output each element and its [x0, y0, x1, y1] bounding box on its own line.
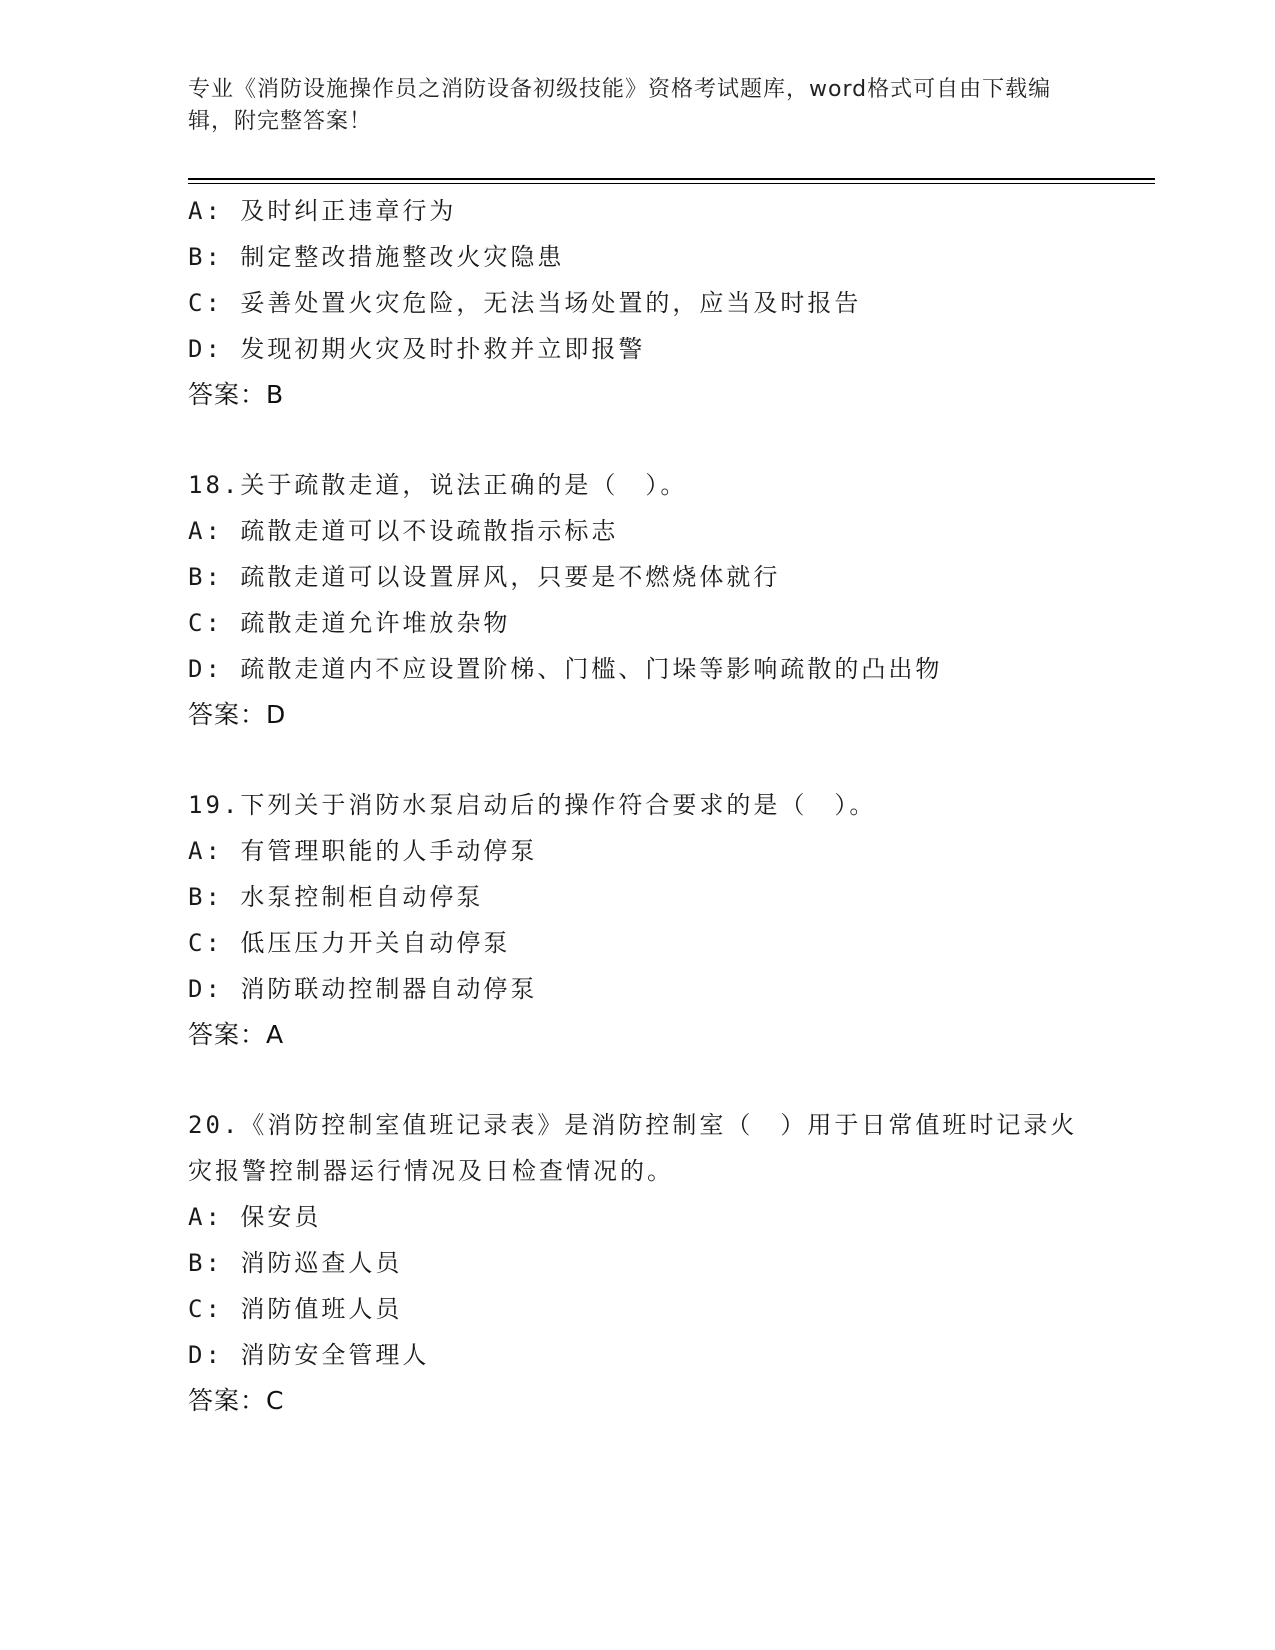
option-a: A: 有管理职能的人手动停泵	[188, 837, 538, 865]
document-header: 专业《消防设施操作员之消防设备初级技能》资格考试题库，word格式可自由下载编辑，附完整答案！	[188, 77, 1052, 134]
question-text: 18.关于疏散走道，说法正确的是（ ）。	[188, 471, 688, 499]
answer: 答案：A	[188, 1020, 285, 1049]
option-a: A: 及时纠正违章行为	[188, 197, 457, 225]
question-block-18	[188, 462, 1088, 738]
question-text: 20.《消防控制室值班记录表》是消防控制室（ ）用于日常值班时记录火灾报警控制器运行情况及日检查情况的。	[188, 1111, 1078, 1185]
option-d: D: 消防安全管理人	[188, 1341, 430, 1369]
header-rule-thick	[188, 178, 1155, 180]
option-d: D: 消防联动控制器自动停泵	[188, 975, 538, 1003]
question-block-17	[188, 188, 1088, 418]
option-c: C: 疏散走道允许堆放杂物	[188, 609, 511, 637]
answer: 答案：C	[188, 1386, 285, 1415]
question-text: 19.下列关于消防水泵启动后的操作符合要求的是（ ）。	[188, 791, 877, 819]
option-b: B: 疏散走道可以设置屏风，只要是不燃烧体就行	[188, 563, 781, 591]
answer: 答案：B	[188, 380, 285, 409]
option-a: A: 保安员	[188, 1203, 322, 1231]
option-c: C: 消防值班人员	[188, 1295, 403, 1323]
question-block-20	[188, 1102, 1088, 1424]
option-c: C: 妥善处置火灾危险，无法当场处置的，应当及时报告	[188, 289, 862, 317]
option-b: B: 制定整改措施整改火灾隐患	[188, 243, 565, 271]
option-c: C: 低压压力开关自动停泵	[188, 929, 511, 957]
option-b: B: 消防巡查人员	[188, 1249, 403, 1277]
option-a: A: 疏散走道可以不设疏散指示标志	[188, 517, 619, 545]
header-rule-thin	[188, 183, 1155, 184]
answer: 答案：D	[188, 700, 287, 729]
question-list	[188, 188, 1088, 1424]
option-b: B: 水泵控制柜自动停泵	[188, 883, 484, 911]
option-d: D: 发现初期火灾及时扑救并立即报警	[188, 335, 646, 363]
option-d: D: 疏散走道内不应设置阶梯、门槛、门垛等影响疏散的凸出物	[188, 655, 943, 683]
question-block-19	[188, 782, 1088, 1058]
